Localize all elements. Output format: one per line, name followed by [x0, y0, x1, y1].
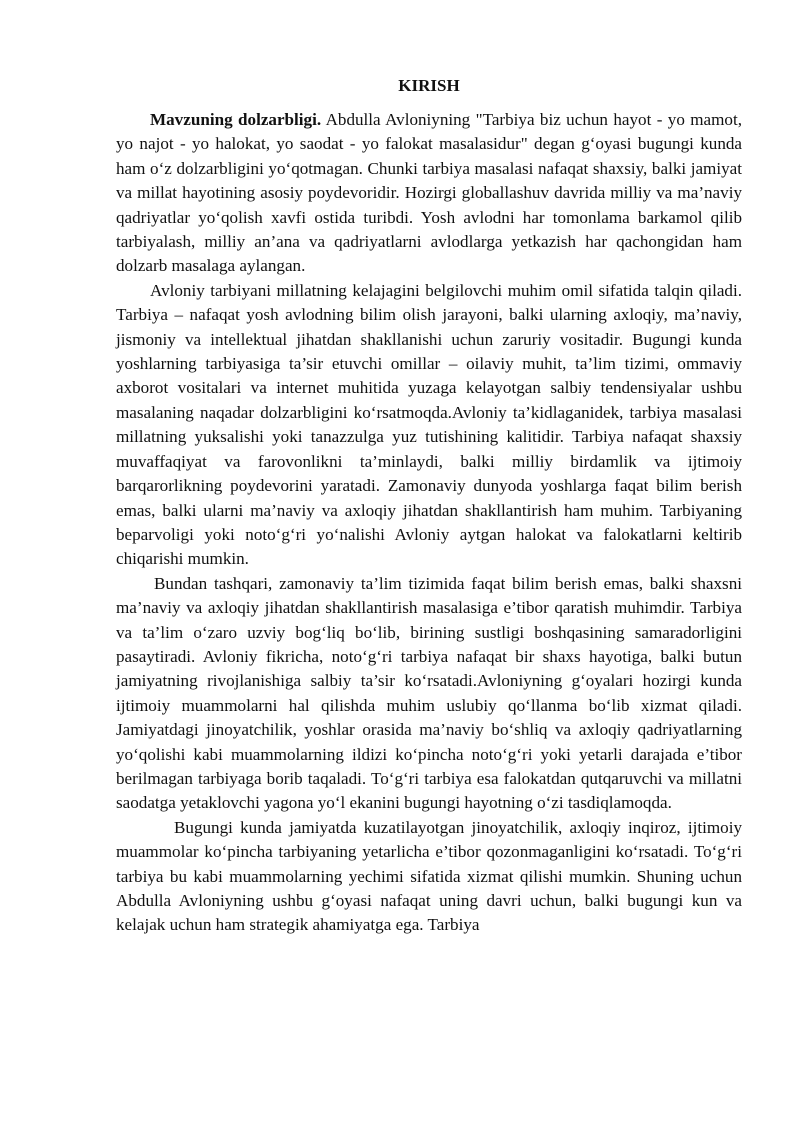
paragraph-relevance: [116, 108, 742, 279]
paragraph-avloniy-upbringing: Avloniy tarbiyani millatning kelajagini belgilovchi muhim omil sifatida talqin qiladi. Tarbiya – nafaqat yosh avlodning bilim olish jarayoni, balki ularning axloqiy, ma’naviy, jismoniy va intellektual jihatdan shakllanishi uchun zaruriy vositadir. Bugungi kunda yoshlarning tarbiyasiga ta’sir etuvchi omillar – oilaviy muhit, ta’lim tizimi, ommaviy axborot vositalari va internet muhitida yuzaga kelayotgan salbiy tendensiyalar ushbu masalaning naqadar dolzarbligini ko‘rsatmoqda.Avloniy ta’kidlaganidek, tarbiya masalasi millatning yuksalishi yoki tanazzulga yuz tutishining kalitidir. Tarbiya nafaqat shaxsiy muvaffaqiyat va farovonlikni ta’minlaydi, balki milliy birdamlik va ijtimoiy barqarorlikning poydevorini yaratadi. Zamonaviy dunyoda yoshlarga faqat bilim berish emas, balki ularni ma’naviy va axloqiy jihatdan shakllantirish ham muhim. Tarbiyaning beparvoligi yoki noto‘g‘ri yo‘nalishi Avloniy aytgan halokat va falokatlarni keltirib chiqarishi mumkin.: [116, 280, 742, 569]
paragraph-text: Abdulla Avloniyning "Tarbiya biz uchun hayot - yo mamot, yo najot - yo halokat, yo saodat - yo falokat masalasidur" degan g‘oyasi bugungi kunda ham o‘z dolzarbligini yo‘qotmagan. Chunki tarbiya masalasi nafaqat shaxsiy, balki jamiyat va millat hayotining asosiy poydevoridir. Hozirgi globallashuv davrida milliy va ma’naviy qadriyatlar yo‘qolish xavfi ostida turibdi. Yosh avlodni har tomonlama barkamol qilib tarbiyalash, milliy an’ana va qadriyatlarni avlodlarga yetkazish har qachongidan ham dolzarb masalaga aylangan.: [116, 110, 742, 276]
page-title: KIRISH: [398, 76, 460, 95]
document-body: [116, 74, 742, 938]
paragraph-modern-education: Bundan tashqari, zamonaviy ta’lim tizimida faqat bilim berish emas, balki shaxsni ma’naviy va axloqiy jihatdan shakllantirish masalasiga e’tibor qaratish muhimdir. Tarbiya va ta’lim o‘zaro uzviy bog‘liq bo‘lib, birining sustligi boshqasining samaradorligini pasaytiradi. Avloniy fikricha, noto‘g‘ri tarbiya nafaqat bir shaxs hayotiga, balki butun jamiyatning rivojlanishiga salbiy ta’sir ko‘rsatadi.Avloniyning g‘oyalari hozirgi kunda ijtimoiy muammolarni hal qilishda muhim uslubiy qo‘llanma bo‘lib xizmat qiladi. Jamiyatdagi jinoyatchilik, yoshlar orasida ma’naviy bo‘shliq va axloqiy qadriyatlarning yo‘qolishi kabi muammolarning ildizi ko‘pincha noto‘g‘ri yoki yetarli darajada e’tibor berilmagan tarbiyaga borib taqaladi. To‘g‘ri tarbiya esa falokatdan qutqaruvchi va millatni saodatga yetaklovchi yagona yo‘l ekanini bugungi hayotning o‘zi tasdiqlamoqda.: [116, 573, 742, 813]
paragraph-social-problems: Bugungi kunda jamiyatda kuzatilayotgan jinoyatchilik, axloqiy inqiroz, ijtimoiy muammolar ko‘pincha tarbiyaning yetarlicha e’tibor qozonmaganligini ko‘rsatadi. To‘g‘ri tarbiya bu kabi muammolarning yechimi sifatida xizmat qilishi mumkin. Shuning uchun Abdulla Avloniyning ushbu g‘oyasi nafaqat uning davri uchun, balki bugungi kun va kelajak uchun ham strategik ahamiyatga ega. Tarbiya: [116, 817, 742, 935]
paragraph-lead-heading: Mavzuning dolzarbligi.: [150, 110, 322, 129]
